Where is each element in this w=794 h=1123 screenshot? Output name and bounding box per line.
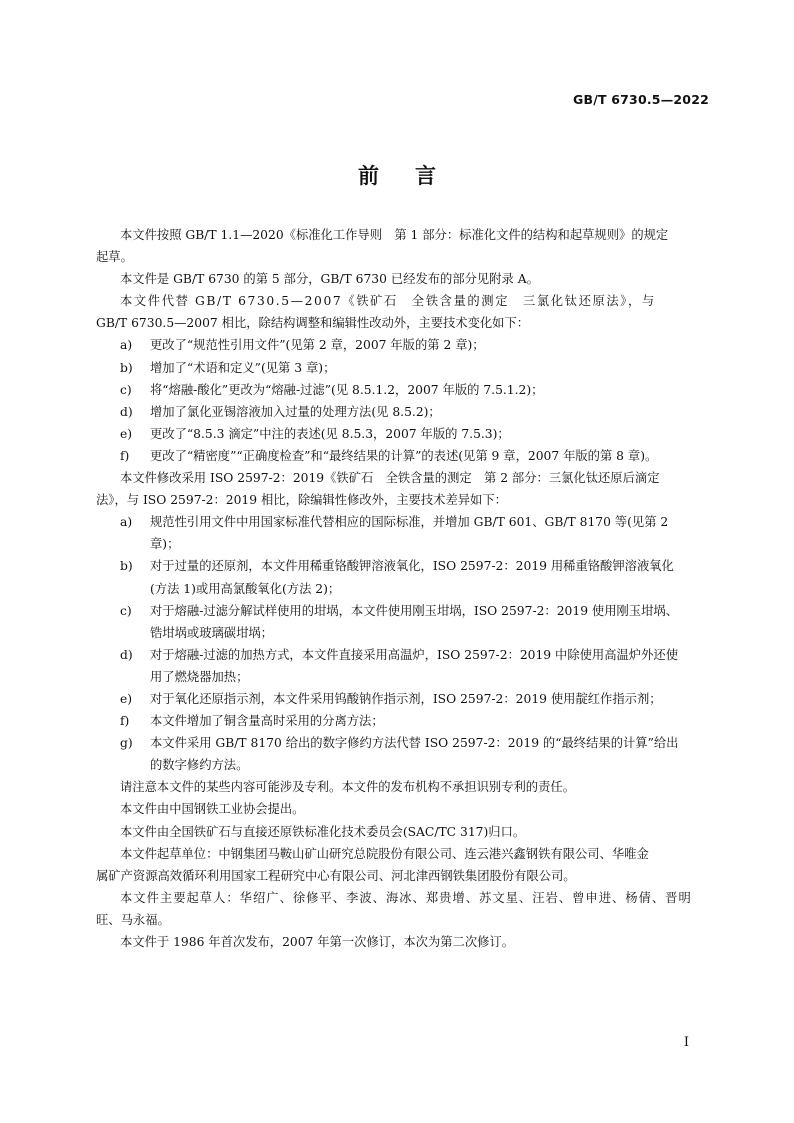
list-marker: g): [120, 736, 133, 751]
list-item-text: 增加了“术语和定义”(见第 3 章)；: [150, 360, 336, 375]
paragraph-line: 起草。: [96, 250, 133, 265]
list-item: [96, 511, 710, 533]
list-marker: a): [120, 338, 133, 353]
list-item-continuation: 锆坩埚或玻璃碳坩埚；: [150, 625, 273, 640]
list-item-text: 规范性引用文件中用国家标准代替相应的国际标准，并增加 GB/T 601、GB/T 8170 等(见第 2: [150, 515, 669, 530]
list-item-text: 对于熔融-过滤分解试样使用的坩埚，本文件使用刚玉坩埚，ISO 2597-2：2019 使用刚玉坩埚、: [150, 603, 678, 618]
paragraph-line: 本文件按照 GB/T 1.1—2020《标准化工作导则 第 1 部分：标准化文件的结构和起草规则》的规定: [120, 228, 669, 242]
paragraph-line: 属矿产资源高效循环利用国家工程研究中心有限公司、河北津西钢铁集团股份有限公司。: [96, 868, 576, 883]
paragraph-line: 本文件由中国钢铁工业协会提出。: [120, 802, 305, 817]
page-number: I: [683, 1035, 689, 1050]
list-item: [96, 600, 710, 622]
list-marker: e): [120, 691, 133, 706]
paragraph-line: GB/T 6730.5—2007 相比，除结构调整和编辑性改动外，主要技术变化如下：: [96, 316, 530, 331]
list-marker: c): [120, 603, 132, 618]
paragraph-line: 本文件起草单位：中钢集团马鞍山矿山研究总院股份有限公司、连云港兴鑫钢铁有限公司、华唯金: [120, 846, 649, 861]
list-marker: b): [120, 559, 133, 574]
list-marker: c): [120, 382, 132, 397]
list-marker: f): [120, 714, 130, 729]
list-item: [96, 334, 710, 356]
list-marker: d): [120, 404, 133, 419]
paragraph-line: 本文件主要起草人：华绍广、徐修平、李波、海冰、郑贵增、苏文星、汪岩、曾申进、杨倩、晋明: [120, 890, 692, 905]
standard-number: GB/T 6730.5—2022: [573, 92, 709, 107]
list-marker: b): [120, 360, 133, 375]
list-item-text: 对于氧化还原指示剂，本文件采用钨酸钠作指示剂，ISO 2597-2：2019 使用靛红作指示剂；: [150, 691, 662, 706]
list-marker: a): [120, 515, 133, 530]
paragraph-line: 本文件代替 GB/T 6730.5—2007《铁矿石 全铁含量的测定 三氯化钛还原法》，与: [120, 294, 656, 309]
list-item-text: 本文件增加了铜含量高时采用的分离方法；: [150, 714, 384, 729]
list-item-continuation: 章)；: [150, 537, 180, 552]
list-item: [96, 423, 710, 445]
paragraph-line: 本文件修改采用 ISO 2597-2：2019《铁矿石 全铁含量的测定 第 2 部分：三氯化钛还原后滴定: [120, 471, 660, 486]
list-marker: f): [120, 448, 130, 463]
list-item-text: 更改了“精密度”“正确度检查”和“最终结果的计算”的表述(见第 9 章，2007 年版的第 8 章)。: [150, 448, 658, 463]
list-item: [96, 710, 710, 732]
list-item: [96, 688, 710, 710]
list-item: [96, 555, 710, 577]
list-item-text: 本文件采用 GB/T 8170 给出的数字修约方法代替 ISO 2597-2：2019 的“最终结果的计算”给出: [150, 736, 679, 751]
list-item: [96, 445, 710, 467]
list-item-text: 将“熔融-酸化”更改为“熔融-过滤”(见 8.5.1.2，2007 年版的 7.5.1.2)；: [150, 382, 544, 397]
list-item-continuation: (方法 1)或用高氯酸氧化(方法 2)；: [150, 581, 341, 596]
list-marker: d): [120, 647, 133, 662]
list-item-text: 更改了“8.5.3 滴定”中注的表述(见 8.5.3，2007 年版的 7.5.3)；: [150, 426, 510, 441]
list-item-text: 对于熔融-过滤的加热方式，本文件直接采用高温炉，ISO 2597-2：2019 中除使用高温炉外还使: [150, 647, 678, 662]
list-item: [96, 401, 710, 423]
page-title: 前言: [358, 164, 472, 188]
list-item-text: 对于过量的还原剂，本文件用稀重铬酸钾溶液氧化，ISO 2597-2：2019 用稀重铬酸钾溶液氧化: [150, 559, 674, 574]
foreword-body: [96, 224, 710, 953]
list-item: [96, 357, 710, 379]
list-item-text: 更改了“规范性引用文件”(见第 2 章，2007 年版的第 2 章)；: [150, 338, 485, 353]
paragraph-line: 本文件是 GB/T 6730 的第 5 部分，GB/T 6730 已经发布的部分见附录 A。: [120, 272, 539, 287]
list-item-continuation: 的数字修约方法。: [150, 758, 249, 773]
paragraph-line: 旺、马永福。: [96, 912, 170, 927]
list-item: [96, 379, 710, 401]
paragraph-line: 法》，与 ISO 2597-2：2019 相比，除编辑性修改外，主要技术差异如下：: [96, 493, 507, 508]
list-item-continuation: 用了燃烧器加热；: [150, 669, 249, 684]
list-item-text: 增加了氯化亚锡溶液加入过量的处理方法(见 8.5.2)；: [150, 404, 441, 419]
list-item: [96, 644, 710, 666]
list-marker: e): [120, 426, 133, 441]
paragraph-line: 请注意本文件的某些内容可能涉及专利。本文件的发布机构不承担识别专利的责任。: [120, 780, 575, 795]
paragraph-line: 本文件于 1986 年首次发布，2007 年第一次修订，本次为第二次修订。: [120, 935, 515, 949]
paragraph-line: 本文件由全国铁矿石与直接还原铁标准化技术委员会(SAC/TC 317)归口。: [120, 824, 526, 839]
list-item: [96, 732, 710, 754]
